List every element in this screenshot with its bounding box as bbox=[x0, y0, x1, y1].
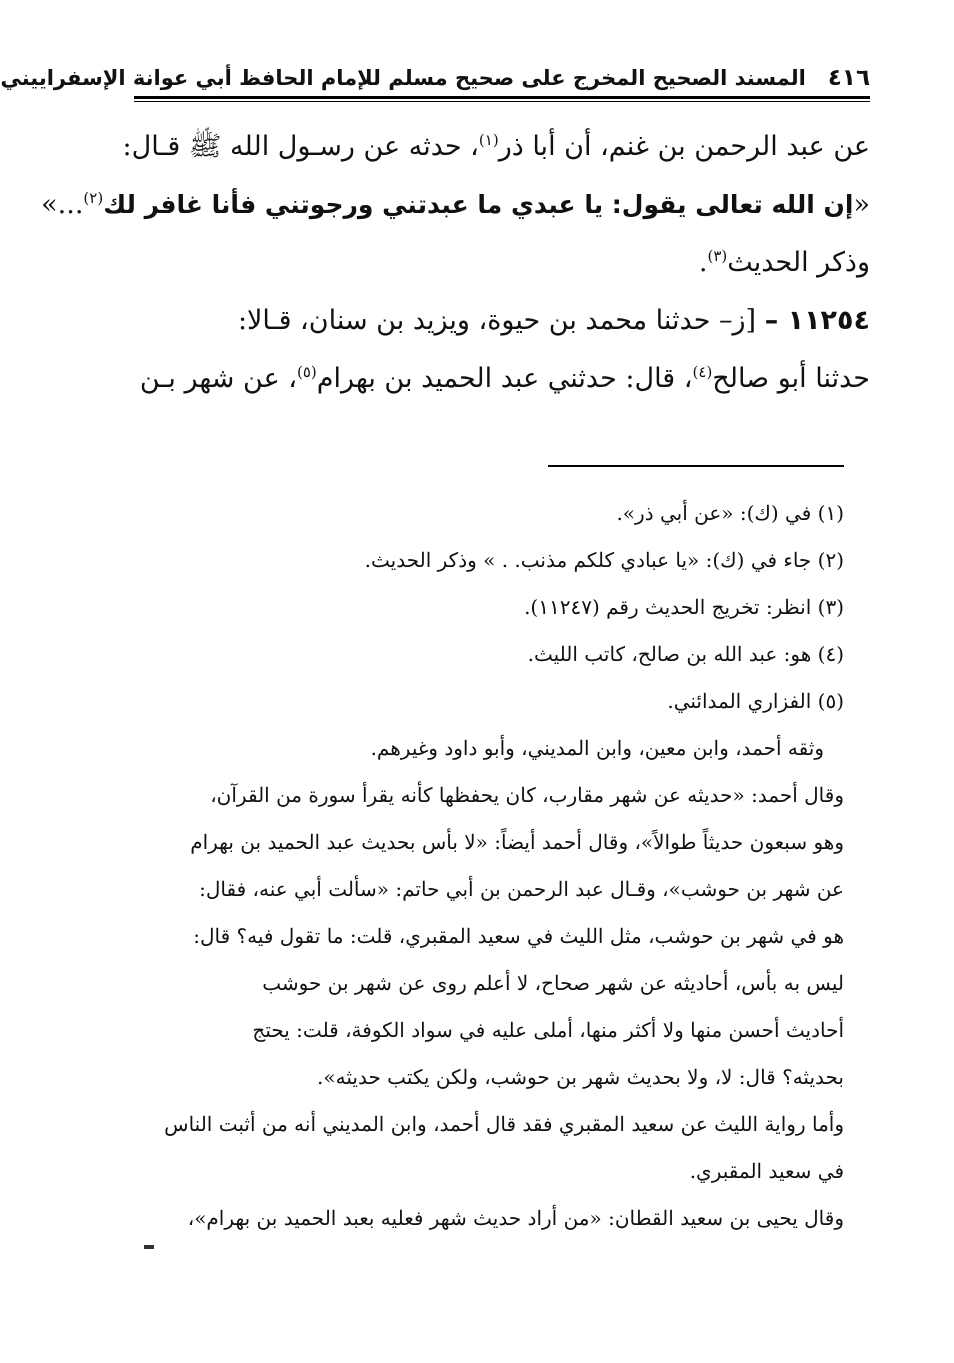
main-line-1: عن عبد الرحمن بن غنم، أن أبا ذر$^{(١)}$، حدثه عن رسـول الله ﷺ قـال: bbox=[122, 131, 870, 162]
header-rule-thin bbox=[134, 101, 870, 102]
main-line-4: ١١٢٥٤ – [ز– حدثنا محمد بن حيوة، ويزيد بن سنان، قـالا: bbox=[237, 305, 870, 336]
footnote-5-line: وثقه أحمد، وابن معين، وابن المديني، وأبو داود وغيرهم. bbox=[370, 736, 824, 760]
main-line-5: حدثنا أبو صالح$^{(٤)}$، قال: حدثني عبد الحميد بن بهرام$^{(٥)}$، عن شهر بـن bbox=[139, 363, 870, 394]
running-header bbox=[0, 60, 870, 96]
footnote-ref-3: (٣) bbox=[707, 247, 728, 265]
continuation-mark bbox=[144, 1245, 154, 1249]
footnote-5-line: هو في شهر بن حوشب، مثل الليث في سعيد المقبري، قلت: ما تقول فيه؟ قال: bbox=[193, 924, 844, 948]
footnote-ref-4: (٤) bbox=[692, 363, 713, 381]
footnote-5-line: بحديثه؟ قال: لا، ولا بحديث شهر بن حوشب، ولكن يكتب حديثه». bbox=[317, 1065, 844, 1089]
main-line-2: «إن الله تعالى يقول: يا عبدي ما عبدتني ورجوتني فأنا غافر لك$^{(٢)}$...» bbox=[41, 189, 870, 220]
main-text bbox=[41, 118, 870, 408]
footnote-3: (٣) انظر: تخريج الحديث رقم (١١٢٤٧). bbox=[524, 595, 844, 619]
footnote-separator bbox=[548, 465, 844, 467]
footnote-5-line: في سعيد المقبري. bbox=[689, 1159, 844, 1183]
footnote-4: (٤) هو: عبد الله بن صالح، كاتب الليث. bbox=[527, 642, 844, 666]
footnote-5-line: وأما رواية الليث عن سعيد المقبري فقد قال أحمد، وابن المديني أنه من أثبت الناس bbox=[164, 1112, 844, 1136]
footnote-5-line: ليس به بأس، أحاديثه عن شهر صحاح، لا أعلم روى عن شهر بن حوشب bbox=[262, 971, 844, 995]
hadith-number: ١١٢٥٤ – bbox=[764, 305, 870, 336]
footnote-ref-2: (٢) bbox=[83, 189, 104, 207]
footnote-2: (٢) جاء في (ك): «يا عبادي كلكم مذنب. . » وذكر الحديث. bbox=[364, 548, 844, 572]
footnote-5: (٥) الفزاري المدائني. bbox=[667, 689, 844, 713]
footnote-ref-1: (١) bbox=[478, 131, 499, 149]
footnote-ref-5: (٥) bbox=[296, 363, 317, 381]
footnote-5-line: وقال أحمد: «حديثه عن شهر مقارب، كان يحفظها كأنه يقرأ سورة من القرآن، bbox=[210, 783, 844, 807]
footnote-5-line: وقال يحيى بن سعيد القطان: «من أراد حديث شهر فعليه بعبد الحميد بن بهرام»، bbox=[187, 1206, 844, 1230]
footnote-5-line: وهو سبعون حديثاً طوالاً»، وقال أحمد أيضاً: «لا بأس بحديث عبد الحميد بن بهرام bbox=[190, 830, 844, 854]
footnote-1: (١) في (ك): «عن أبي ذر». bbox=[616, 501, 844, 525]
page-number: ٤١٦ bbox=[827, 65, 870, 91]
main-line-3: وذكر الحديث$^{(٣)}$. bbox=[698, 247, 870, 278]
footnotes bbox=[134, 490, 844, 1242]
header-rule bbox=[134, 96, 870, 99]
book-title: المسند الصحيح المخرج على صحيح مسلم للإمام الحافظ أبي عوانة الإسفراييني bbox=[0, 66, 806, 90]
footnote-5-line: عن شهر بن حوشب»، وقـال عبد الرحمن بن أبي حاتم: «سألت أبي عنه، فقال: bbox=[199, 877, 844, 901]
hadith-quote: إن الله تعالى يقول: يا عبدي ما عبدتني ورجوتني فأنا غافر لك bbox=[103, 190, 854, 219]
footnote-5-line: أحاديث أحسن منها ولا أكثر منها، أملى عليه في سواد الكوفة، قلت: يحتج bbox=[252, 1018, 844, 1042]
